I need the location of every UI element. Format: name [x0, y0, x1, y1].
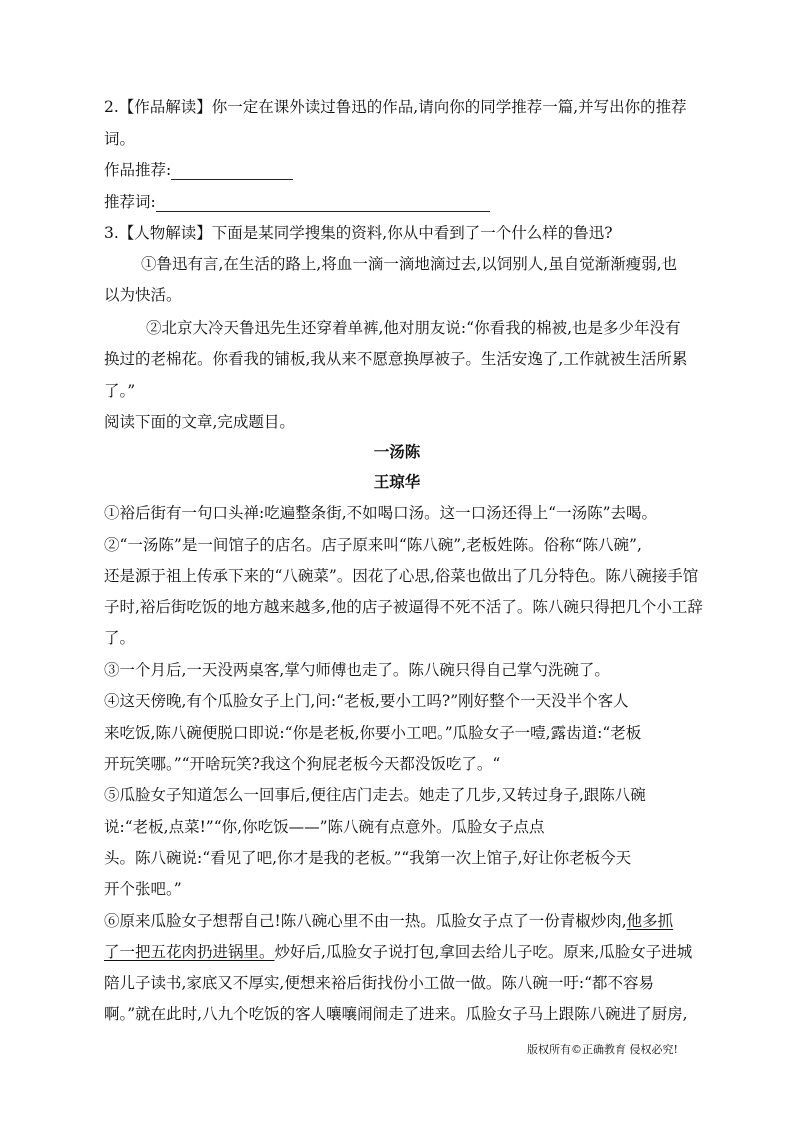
paragraph-4-line-2: 来吃饭,陈八碗便脱口即说:“你是老板,你要小工吧。”瓜脸女子一噎,露齿道:“老板 — [104, 724, 642, 742]
article-title: 一汤陈 — [373, 443, 421, 461]
paragraph-6-line-2-text: 炒好后,瓜脸女子说打包,拿回去给儿子吃。原来,瓜脸女子进城 — [274, 943, 693, 961]
paragraph-6-line-2 — [104, 942, 692, 962]
work-recommendation-row — [104, 160, 293, 180]
paragraph-6-line-3: 陪儿子读书,家底又不厚实,便想来裕后街找份小工做一做。陈八碗一吁:“都不容易 — [104, 974, 655, 992]
recommendation-words-row — [104, 192, 490, 212]
underlined-sentence-part-2: 了一把五花肉扔进锅里。 — [104, 943, 275, 961]
paragraph-2-line-2: 还是源于祖上传承下来的“八碗菜”。因花了心思,俗菜也做出了几分特色。陈八碗接手馆 — [104, 567, 699, 585]
material-1-line-1: ①鲁迅有言,在生活的路上,将血一滴一滴地滴过去,以饲别人,虽自觉渐渐瘦弱,也 — [141, 255, 678, 273]
paragraph-1: ①裕后街有一句口头禅:吃遍整条街,不如喝口汤。这一口汤还得上“一汤陈”去喝。 — [104, 504, 657, 522]
paragraph-6-line-1-text: ⑥原来瓜脸女子想帮自己!陈八碗心里不由一热。瓜脸女子点了一份青椒炒肉, — [104, 912, 627, 930]
work-recommendation-label: 作品推荐: — [104, 161, 172, 179]
paragraph-2-line-3: 子时,裕后街吃饭的地方越来越多,他的店子被逼得不死不活了。陈八碗只得把几个小工辞 — [104, 598, 703, 616]
copyright-footer: 版权所有©正确教育 侵权必究! — [527, 1043, 678, 1056]
recommendation-words-label: 推荐词: — [104, 193, 156, 211]
paragraph-6-line-4: 啊。”就在此时,八九个吃饭的客人嚷嚷闹闹走了进来。瓜脸女子马上跟陈八碗进了厨房, — [104, 1005, 688, 1023]
paragraph-4-line-1: ④这天傍晚,有个瓜脸女子上门,问:“老板,要小工吗?”刚好整个一天没半个客人 — [104, 692, 629, 710]
paragraph-2-line-4: 了。 — [104, 629, 136, 647]
paragraph-2-line-1: ②“一汤陈”是一间馆子的店名。店子原来叫“陈八碗”,老板姓陈。俗称“陈八碗”, — [104, 536, 642, 554]
material-2-line-1: ②北京大冷天鲁迅先生还穿着单裤,他对朋友说:“你看我的棉被,也是多少年没有 — [146, 319, 681, 337]
paragraph-5-line-2: 说:“老板,点菜!”“你,你吃饭——”陈八碗有点意外。瓜脸女子点点 — [104, 818, 545, 836]
question-2-line-2: 词。 — [104, 130, 136, 148]
paragraph-5-line-1: ⑤瓜脸女子知道怎么一回事后,便往店门走去。她走了几步,又转过身子,跟陈八碗 — [104, 786, 646, 804]
recommendation-words-blank[interactable] — [156, 196, 490, 212]
material-2-line-3: 了。” — [104, 382, 136, 400]
work-recommendation-blank[interactable] — [171, 164, 293, 180]
material-1-line-2: 以为快活。 — [104, 286, 182, 304]
paragraph-5-line-3: 头。陈八碗说:“看见了吧,你才是我的老板。”“我第一次上馆子,好让你老板今天 — [104, 849, 632, 867]
paragraph-5-line-4: 开个张吧。” — [104, 880, 182, 898]
paragraph-4-line-3: 开玩笑哪。”“开啥玩笑?我这个狗屁老板今天都没饭吃了。“ — [104, 755, 501, 773]
question-2-line-1: 2.【作品解读】你一定在课外读过鲁迅的作品,请向你的同学推荐一篇,并写出你的推荐 — [104, 98, 687, 116]
question-3-line-1: 3.【人物解读】下面是某同学搜集的资料,你从中看到了一个什么样的鲁迅? — [104, 224, 613, 242]
article-author: 王琼华 — [373, 473, 421, 491]
paragraph-6-line-1 — [104, 911, 673, 931]
paragraph-3: ③一个月后,一天没两桌客,掌勺师傅也走了。陈八碗只得自己掌勺洗碗了。 — [104, 661, 610, 679]
reading-instruction: 阅读下面的文章,完成题目。 — [104, 413, 295, 431]
material-2-line-2: 换过的老棉花。你看我的铺板,我从来不愿意换厚被子。生活安逸了,工作就被生活所累 — [104, 350, 688, 368]
underlined-sentence-part-1: 他多抓 — [626, 912, 674, 930]
